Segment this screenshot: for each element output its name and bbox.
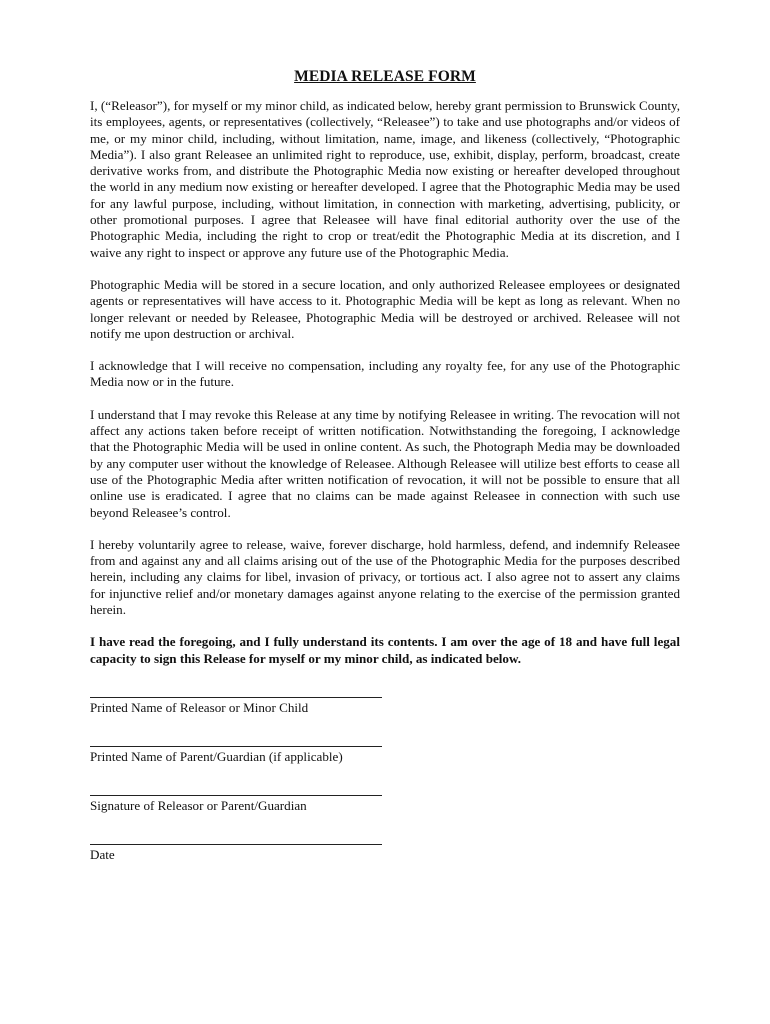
paragraph-storage: Photographic Media will be stored in a secure location, and only authorized Releasee employees or designated agents or representatives will have access to it. Photographic Media will be kept as long as relevant. When no longer relevant or needed by Releasee, Photographic Media will be destroyed or archived. Releasee will not notify me upon destruction or archival. [90,276,680,341]
document-title: MEDIA RELEASE FORM [294,68,476,85]
guardian-name-field[interactable] [90,734,680,765]
date-field[interactable] [90,832,680,863]
field-label: Printed Name of Releasor or Minor Child [90,699,309,715]
signature-line[interactable] [90,685,382,698]
acknowledgement-statement: I have read the foregoing, and I fully understand its contents. I am over the age of 18 and have full legal capacity to sign this Release for myself or my minor child, as indicated below. [90,634,680,666]
releasor-name-field[interactable] [90,685,680,716]
paragraph-revocation: I understand that I may revoke this Release at any time by notifying Releasee in writing. The revocation will not affect any actions taken before receipt of written notification. Notwithstanding the foregoing, I acknowledge that the Photographic Media will be used in online content. As such, the Photograph Media may be downloaded by any computer user without the knowledge of Releasee. Although Releasee will utilize best efforts to cease all use of the Photographic Media after written notification of revocation, it will not be possible to ensure that all online use is eradicated. I agree that no claims can be made against Releasee in connection with such use beyond Releasee’s control. [90,406,680,520]
signature-line[interactable] [90,832,382,845]
signature-line[interactable] [90,783,382,796]
field-label: Printed Name of Parent/Guardian (if applicable) [90,748,343,764]
paragraph-release: I hereby voluntarily agree to release, waive, forever discharge, hold harmless, defend, and indemnify Releasee from and against any and all claims arising out of the use of the Photographic Media for the purposes described herein, including any claims for libel, invasion of privacy, or tortious act. I also agree not to assert any claims for injunctive relief and/or monetary damages against anyone relating to the exercise of the permission granted herein. [90,536,680,618]
field-label: Signature of Releasor or Parent/Guardian [90,797,307,813]
field-label: Date [90,846,115,862]
paragraph-compensation: I acknowledge that I will receive no compensation, including any royalty fee, for any use of the Photographic Media now or in the future. [90,358,680,390]
signature-line[interactable] [90,734,382,747]
signature-field[interactable] [90,783,680,814]
paragraph-grant: I, (“Releasor”), for myself or my minor child, as indicated below, hereby grant permission to Brunswick County, its employees, agents, or representatives (collectively, “Releasee”) to take and use photographs and/or videos of me, or my minor child, including, without limitation, name, image, and likeness (collectively, “Photographic Media”). I also grant Releasee an unlimited right to reproduce, use, exhibit, display, perform, broadcast, create derivative works from, and distribute the Photographic Media now existing or hereafter developed throughout the world in any medium now existing or hereafter developed. I agree that the Photographic Media may be used for any lawful purpose, including, without limitation, in connection with marketing, advertising, publicity, or other promotional purposes. I agree that Releasee will have final editorial authority over the use of the Photographic Media, including the right to crop or treat/edit the Photographic Media at its discretion, and I waive any right to inspect or approve any future use of the Photographic Media. [90,98,680,260]
media-release-document [90,68,680,881]
